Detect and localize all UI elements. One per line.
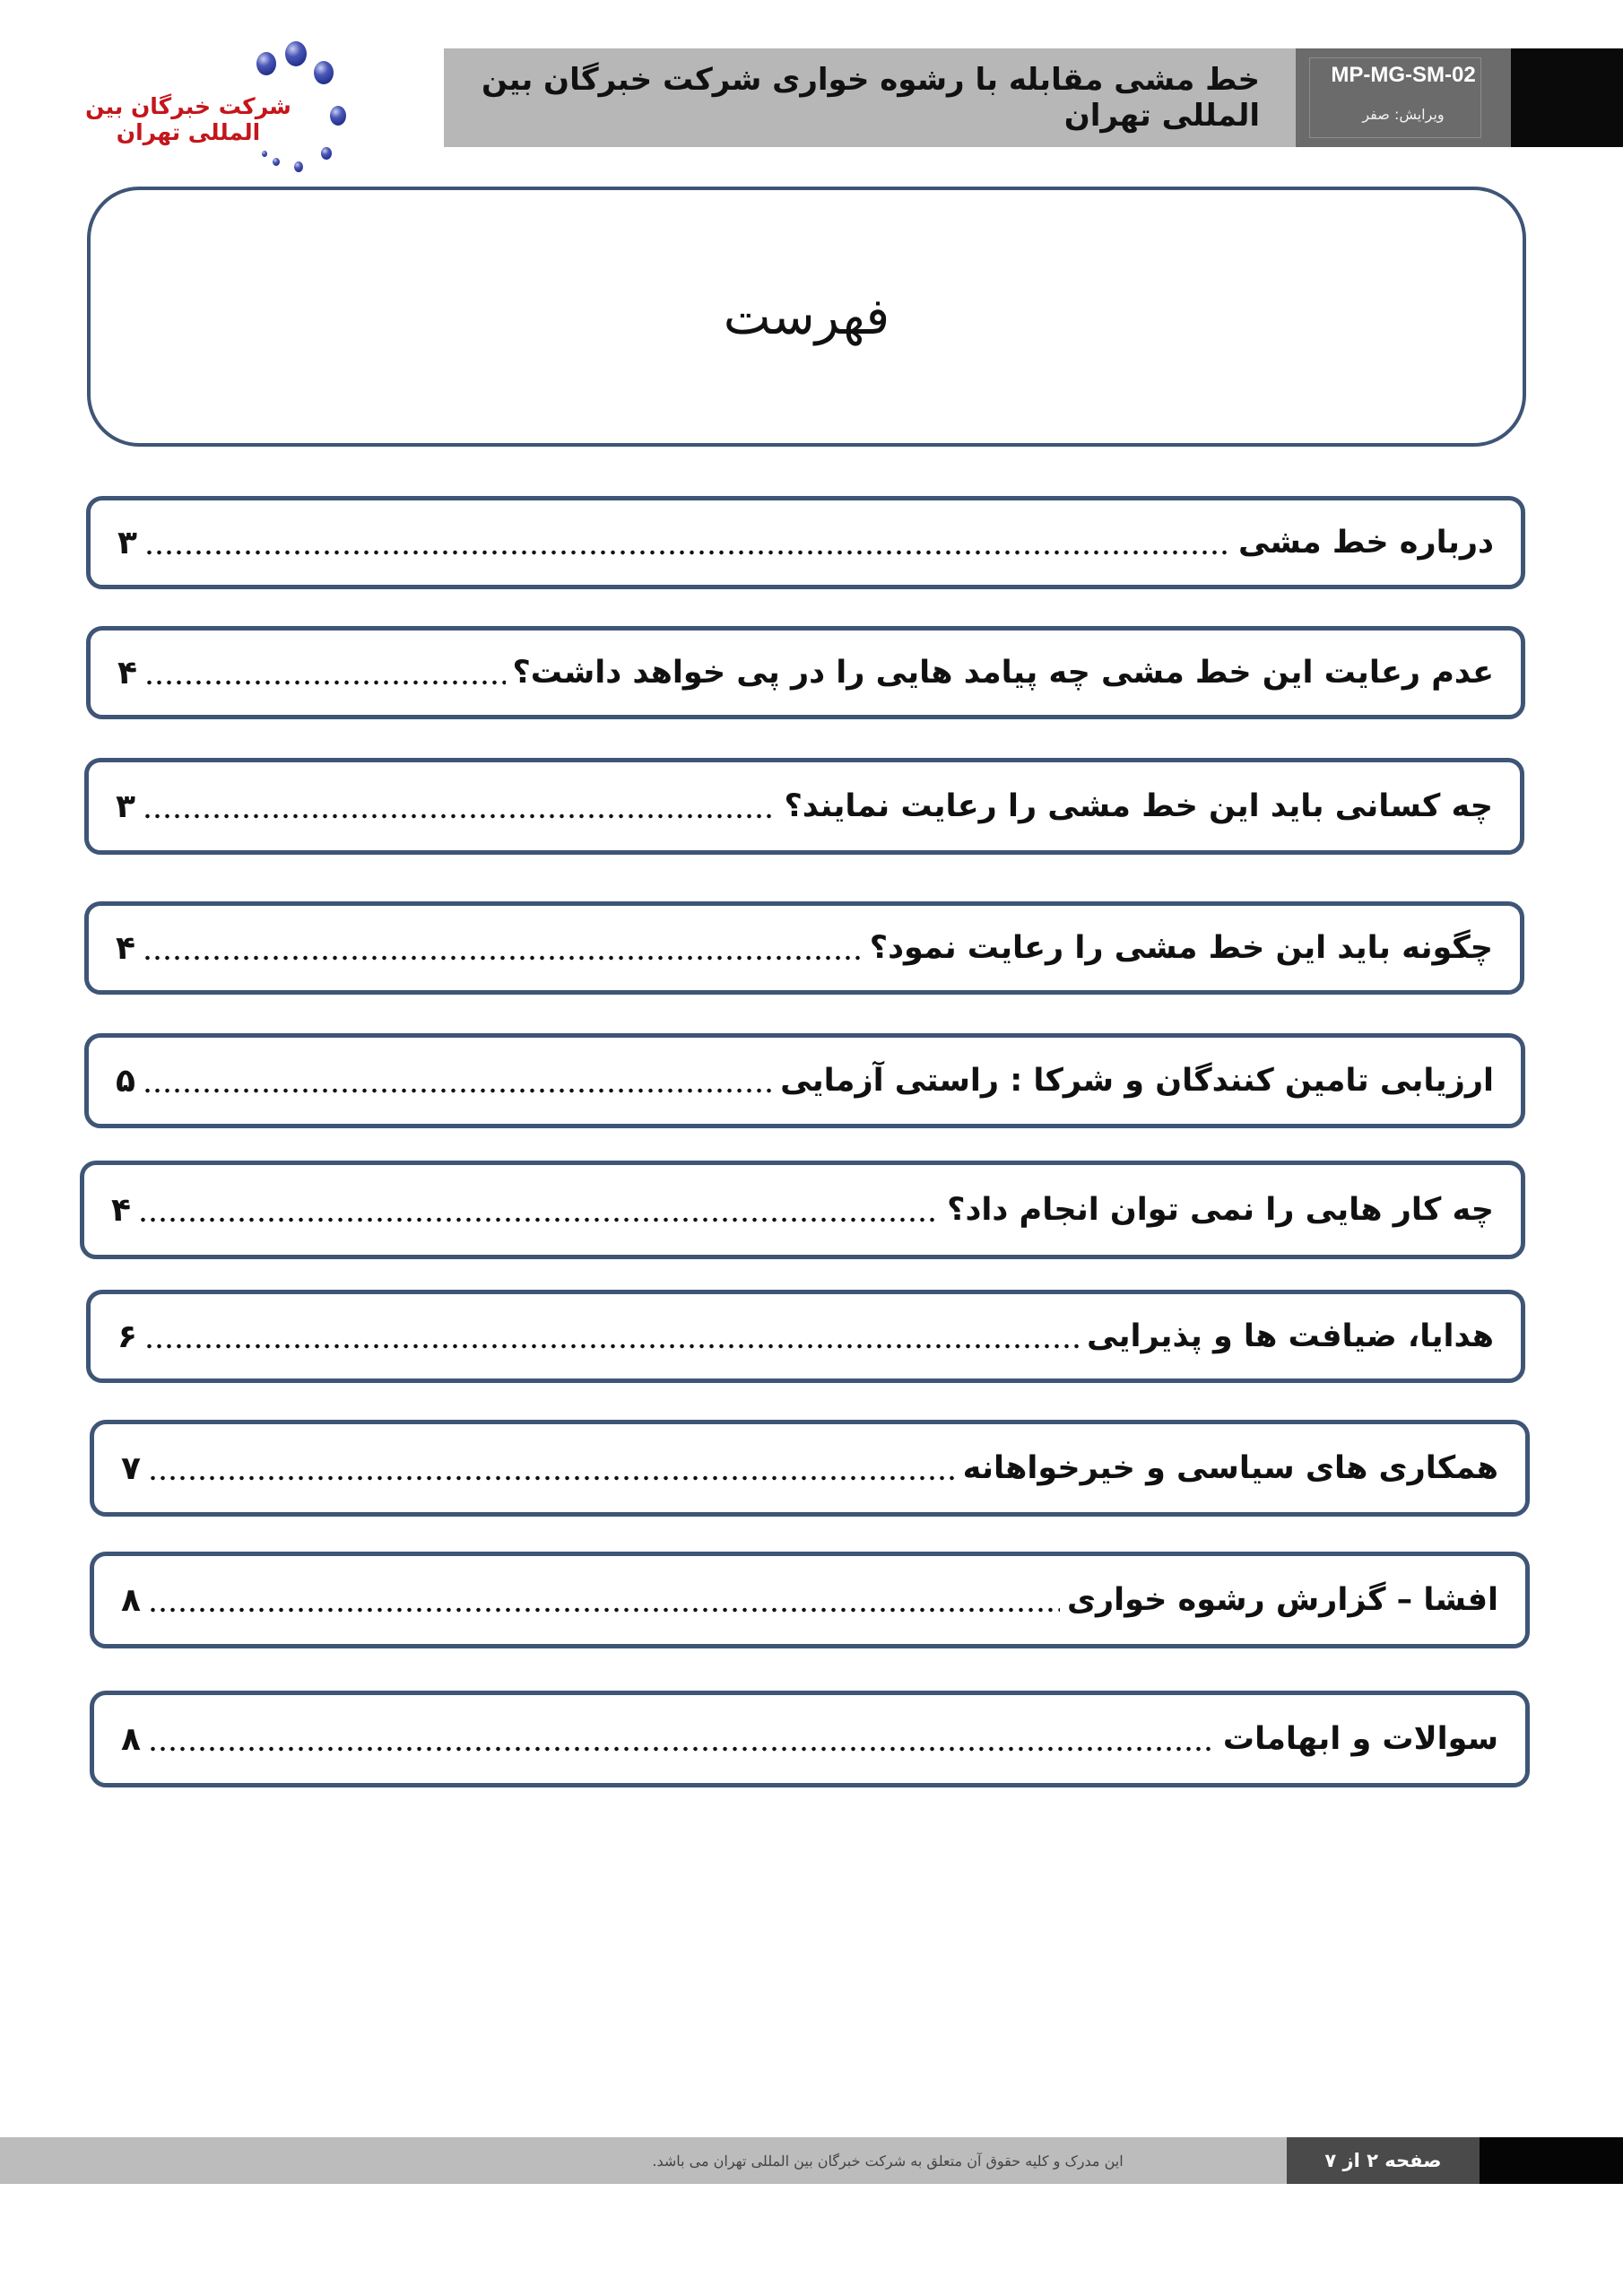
- toc-entry[interactable]: [84, 1033, 1525, 1128]
- toc-entry[interactable]: [84, 758, 1524, 855]
- dot-leader: [148, 1745, 1216, 1752]
- toc-entry-page: ۴: [111, 1191, 131, 1229]
- logo-dot: [273, 158, 280, 166]
- doc-code: MP-MG-SM-02: [1331, 63, 1476, 87]
- dot-leader: [144, 549, 1231, 556]
- toc-entry-label: چه کسانی باید این خط مشی را رعایت نمایند؟: [784, 788, 1493, 824]
- dot-leader: [148, 1474, 956, 1482]
- toc-entry-page: ۶: [117, 1318, 137, 1355]
- toc-entry-label: سوالات و ابهامات: [1222, 1721, 1498, 1757]
- dot-leader: [143, 954, 863, 961]
- dot-leader: [143, 813, 777, 820]
- toc-entry-page: ۸: [121, 1581, 141, 1619]
- footer-black-block: [1480, 2137, 1623, 2184]
- logo-dot: [294, 161, 303, 172]
- dot-leader: [143, 1087, 773, 1094]
- dot-leader: [144, 679, 506, 686]
- toc-entry[interactable]: [90, 1691, 1530, 1787]
- footer-notice: این مدرک و کلیه حقوق آن متعلق به شرکت خبرگان بین المللی تهران می باشد.: [652, 2152, 1124, 2170]
- toc-entry-page: ۳: [116, 787, 135, 825]
- document-title: خط مشی مقابله با رشوه خواری شرکت خبرگان بین المللی تهران: [481, 62, 1260, 134]
- toc-entry[interactable]: [90, 1420, 1530, 1517]
- logo-text: شرکت خبرگان بین المللی تهران: [85, 93, 291, 145]
- toc-entry-label: چگونه باید این خط مشی را رعایت نمود؟: [869, 930, 1493, 966]
- dot-leader: [148, 1606, 1060, 1613]
- contents-title: فهرست: [723, 287, 890, 346]
- logo-dot: [314, 61, 334, 84]
- toc-entry[interactable]: [90, 1552, 1530, 1648]
- toc-entry[interactable]: [84, 901, 1524, 995]
- logo-dot: [262, 151, 267, 157]
- page-number: صفحه ۲ از ۷: [1324, 2150, 1442, 2171]
- logo-dot: [285, 41, 307, 66]
- dot-leader: [144, 1343, 1080, 1350]
- toc-entry-page: ۸: [121, 1720, 141, 1758]
- toc-entry-page: ۷: [121, 1449, 141, 1487]
- dot-leader: [138, 1216, 940, 1223]
- toc-entry-page: ۳: [117, 524, 137, 561]
- contents-title-box: [87, 187, 1526, 447]
- edition-label: ویرایش: صفر: [1362, 106, 1445, 123]
- toc-entry-page: ۴: [116, 929, 135, 967]
- toc-entry[interactable]: [86, 496, 1525, 589]
- logo-dot: [330, 106, 346, 126]
- logo-dot: [321, 147, 332, 160]
- toc-entry-label: افشا – گزارش رشوه خواری: [1066, 1582, 1498, 1618]
- toc-entry-page: ۵: [116, 1062, 135, 1100]
- toc-entry-label: ارزیابی تامین کنندگان و شرکا : راستی آزمایی: [780, 1063, 1494, 1099]
- toc-entry-label: همکاری های سیاسی و خیرخواهانه: [962, 1450, 1498, 1486]
- toc-entry[interactable]: [86, 626, 1525, 719]
- toc-entry-label: چه کار هایی را نمی توان انجام داد؟: [947, 1192, 1494, 1228]
- toc-entry-label: هدایا، ضیافت ها و پذیرایی: [1086, 1318, 1494, 1354]
- toc-entry-label: درباره خط مشی: [1238, 525, 1494, 561]
- company-logo: [54, 36, 359, 188]
- header-black-block: [1511, 48, 1623, 147]
- toc-entry[interactable]: [86, 1290, 1525, 1383]
- toc-entry-page: ۴: [117, 654, 137, 691]
- toc-entry-label: عدم رعایت این خط مشی چه پیامد هایی را در پی خواهد داشت؟: [512, 655, 1494, 691]
- toc-entry[interactable]: [80, 1161, 1525, 1259]
- logo-dot: [256, 52, 276, 75]
